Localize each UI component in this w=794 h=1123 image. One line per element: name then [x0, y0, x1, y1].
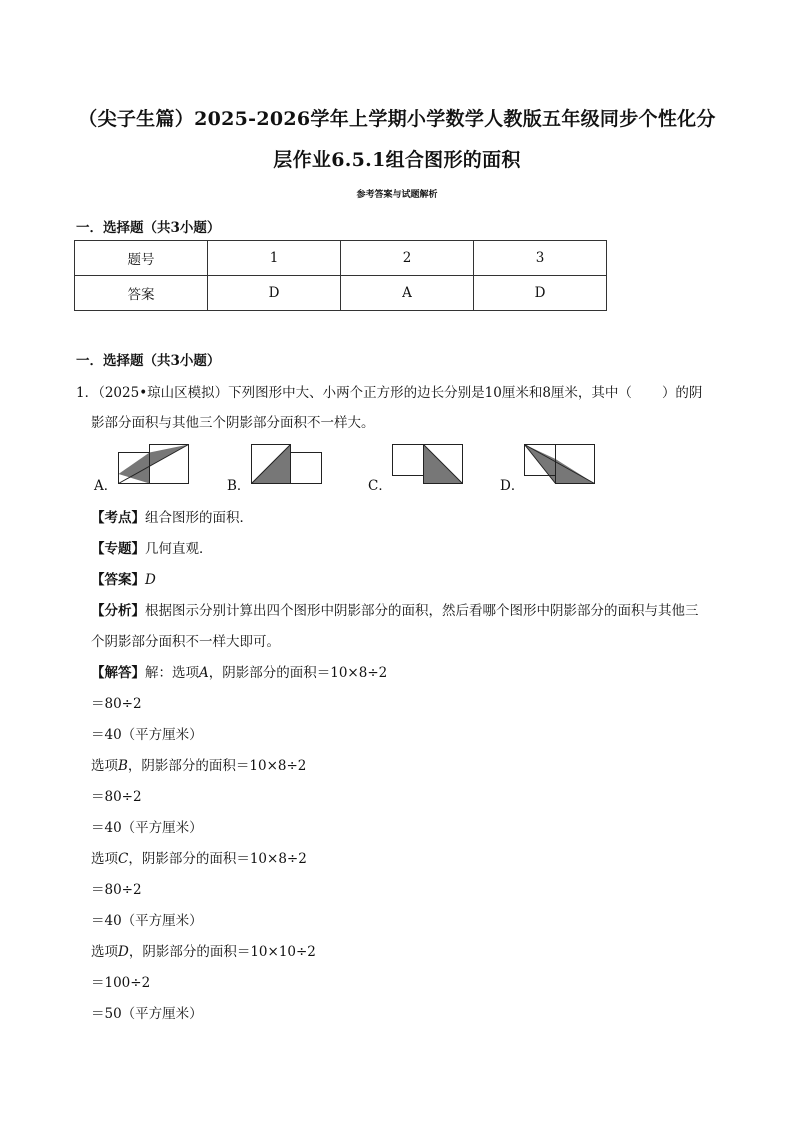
page-title-line-1: （尖子生篇）2025-2026学年上学期小学数学人教版五年级同步个性化分 — [78, 108, 716, 130]
jieda-line-d — [91, 940, 316, 960]
section-heading-questions: 一．选择题（共3小题） — [76, 353, 221, 369]
jieda-line-a — [91, 661, 387, 681]
fenxi-tag: 【分析】 — [91, 603, 145, 619]
table-row-answers — [75, 276, 607, 311]
zhuanti-tag: 【专题】 — [91, 541, 145, 557]
option-label: D． — [500, 478, 525, 494]
question-suffix: ）的阴 — [661, 385, 703, 401]
option-letter: D — [118, 944, 129, 960]
xuanxiang-label: 选项 — [91, 944, 118, 960]
jieda-line-c — [91, 847, 307, 867]
table-cell: D — [474, 276, 607, 311]
option-label: C． — [368, 478, 392, 494]
jieda-line-b — [91, 754, 306, 774]
figure-c — [392, 444, 492, 484]
option-letter: B — [118, 758, 128, 774]
option-label: A． — [94, 478, 118, 494]
question-text-line-1 — [76, 381, 702, 401]
jieda-tag: 【解答】 — [91, 665, 145, 681]
table-cell: D — [208, 276, 341, 311]
step-line: ＝80÷2 — [91, 882, 142, 898]
answer-table — [74, 240, 607, 311]
formula-prefix: ，阴影部分的面积＝ — [127, 758, 250, 774]
step-line: ＝40（平方厘米） — [91, 913, 203, 929]
fenxi-text: 根据图示分别计算出四个图形中阴影部分的面积，然后看哪个图形中阴影部分的面积与其他三 — [145, 603, 699, 619]
table-header-cell: 答案 — [75, 276, 208, 311]
option-label: B． — [227, 478, 251, 494]
formula: 10×8÷2 — [249, 758, 307, 774]
step-line: ＝40（平方厘米） — [91, 820, 203, 836]
table-cell: A — [341, 276, 474, 311]
kaodian-tag: 【考点】 — [91, 510, 145, 526]
page-title-line-2: 层作业6.5.1组合图形的面积 — [273, 149, 521, 171]
table-cell: 1 — [208, 241, 341, 276]
formula: 10×10÷2 — [250, 944, 316, 960]
question-text-line-2: 影部分面积与其他三个阴影部分面积不一样大。 — [91, 415, 375, 431]
daan-text: D — [145, 572, 156, 588]
formula-prefix: ，阴影部分的面积＝ — [128, 944, 251, 960]
table-cell: 3 — [474, 241, 607, 276]
question-prefix: 1．（2025•琼山区模拟）下列图形中大、小两个正方形的边长分别是10厘米和8厘米，其中（ — [76, 385, 632, 401]
step-line: ＝100÷2 — [91, 975, 151, 991]
xuanxiang-label: 选项 — [91, 758, 118, 774]
subtitle: 参考答案与试题解析 — [356, 190, 438, 200]
fenxi-line-1 — [91, 599, 699, 619]
kaodian-line — [91, 506, 253, 526]
option-figures — [0, 444, 794, 494]
step-line: ＝40（平方厘米） — [91, 727, 203, 743]
figure-b — [251, 444, 351, 484]
zhuanti-text: 几何直观． — [145, 541, 213, 557]
jieda-intro: 解：选项 — [145, 665, 199, 681]
formula: 10×8÷2 — [249, 851, 307, 867]
figure-d — [524, 444, 624, 484]
step-line: ＝50（平方厘米） — [91, 1006, 203, 1022]
step-line: ＝80÷2 — [91, 696, 142, 712]
step-line: ＝80÷2 — [91, 789, 142, 805]
formula: 10×8÷2 — [330, 665, 388, 681]
option-letter: A — [199, 665, 209, 681]
option-letter: C — [118, 851, 129, 867]
formula-prefix: ，阴影部分的面积＝ — [208, 665, 331, 681]
daan-tag: 【答案】 — [91, 572, 145, 588]
section-heading-answers: 一．选择题（共3小题） — [76, 220, 221, 236]
figure-a — [118, 444, 218, 484]
zhuanti-line — [91, 537, 213, 557]
table-cell: 2 — [341, 241, 474, 276]
daan-line — [91, 568, 156, 588]
fenxi-line-2: 个阴影部分面积不一样大即可。 — [91, 634, 280, 650]
table-header-cell: 题号 — [75, 241, 208, 276]
xuanxiang-label: 选项 — [91, 851, 118, 867]
formula-prefix: ，阴影部分的面积＝ — [128, 851, 250, 867]
table-row-numbers — [75, 241, 607, 276]
kaodian-text: 组合图形的面积． — [145, 510, 253, 526]
